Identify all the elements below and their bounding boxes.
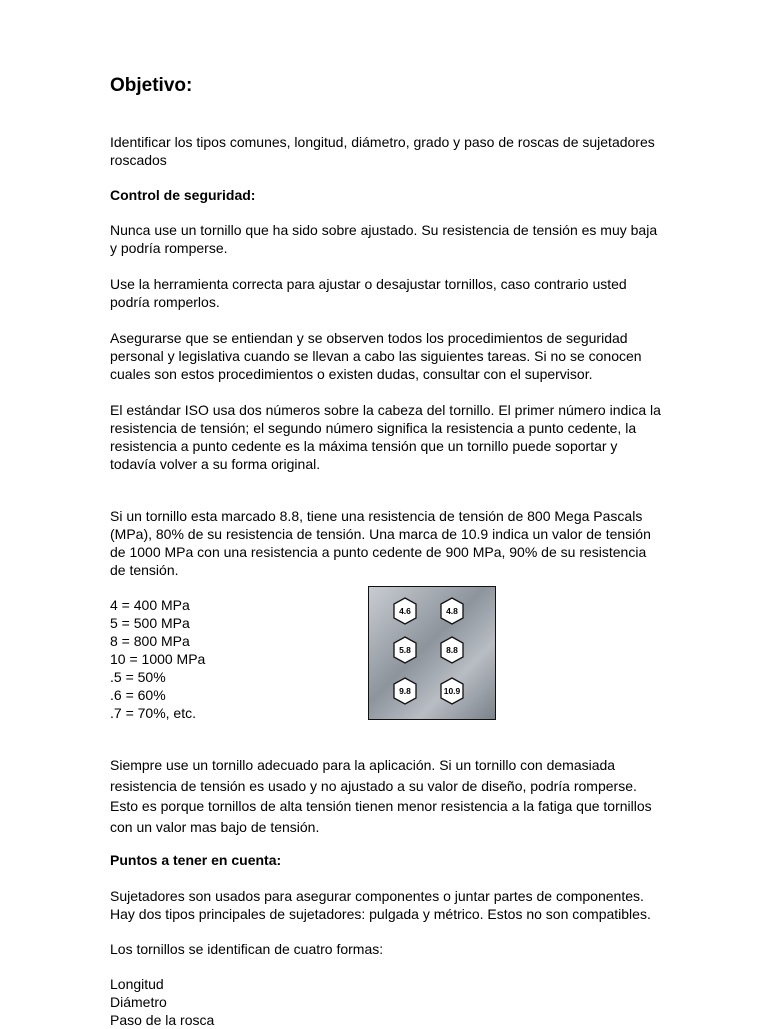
text-line: podría romperlos. [110, 294, 220, 310]
bolt-head-icon [441, 637, 463, 663]
grade-item: 8 = 800 MPa [110, 633, 190, 649]
paragraph-4 [110, 401, 661, 473]
bolt-head-icon [394, 637, 416, 663]
text-line: resistencia de tensión; el segundo número significa la resistencia a punto cedente, la [110, 420, 637, 436]
paragraph-8: Los tornillos se identifican de cuatro formas: [110, 941, 384, 957]
text-line: resistencia a punto cedente es la máxima tensión que un tornillo puede soportar y [110, 438, 618, 454]
text-line: de 1000 MPa con una resistencia a punto cedente de 900 MPa, 90% de su resistencia [110, 544, 647, 560]
text-line: Siempre use un tornillo adecuado para la aplicación. Si un tornillo con demasiada [110, 757, 616, 773]
grade-item: 5 = 500 MPa [110, 615, 190, 631]
grade-item: .6 = 60% [110, 687, 166, 703]
grade-list [110, 596, 205, 722]
text-line: cuales son estos procedimientos o existen dudas, consultar con el supervisor. [110, 366, 593, 382]
bolt-mark-label: 10.9 [443, 686, 461, 696]
list-item: Diámetro [110, 994, 167, 1010]
text-line: con un valor mas bajo de tensión. [110, 818, 320, 835]
paragraph-5 [110, 507, 651, 579]
bolt-head-icon [394, 598, 416, 624]
list-item: Paso de la rosca [110, 1012, 215, 1028]
text-line: Si un tornillo esta marcado 8.8, tiene una resistencia de tensión de 800 Mega Pascals [110, 508, 643, 524]
text-line: Asegurarse que se entiendan y se observen todos los procedimientos de seguridad [110, 330, 628, 346]
text-line: Esto es porque tornillos de alta tensión tienen menor resistencia a la fatiga que tornillos [110, 798, 652, 814]
bolt-mark-label: 9.8 [399, 686, 411, 696]
points-heading: Puntos a tener en cuenta: [110, 852, 282, 868]
paragraph-1 [110, 221, 657, 257]
text-line: (MPa), 80% de su resistencia de tensión. Una marca de 10.9 indica un valor de tensión [110, 526, 651, 542]
text-line: Sujetadores son usados para asegurar componentes o juntar partes de componentes. [110, 888, 644, 904]
paragraph-7 [110, 887, 651, 923]
text-line: todavía volver a su forma original. [110, 456, 321, 472]
paragraph-3 [110, 329, 642, 383]
text-line: Identificar los tipos comunes, longitud, diámetro, grado y paso de roscas de sujetadores [110, 134, 655, 150]
grade-item: 10 = 1000 MPa [110, 651, 206, 667]
bolt-heads-figure [369, 587, 494, 718]
text-line: personal y legislativa cuando se llevan a cabo las siguientes tareas. Si no se conocen [110, 348, 642, 364]
page-title: Objetivo: [110, 75, 193, 96]
text-line: El estándar ISO usa dos números sobre la cabeza del tornillo. El primer número indica la [110, 402, 661, 418]
text-line: y podría romperse. [110, 240, 228, 256]
text-line: roscados [110, 152, 167, 168]
bolt-head-icon [441, 598, 463, 624]
grade-item: 4 = 400 MPa [110, 597, 190, 613]
identification-list [110, 975, 214, 1029]
bolt-mark-label: 4.8 [446, 606, 458, 616]
objective-paragraph [110, 133, 655, 169]
text-line: Use la herramienta correcta para ajustar o desajustar tornillos, caso contrario usted [110, 276, 627, 292]
bolt-grade-image [368, 586, 496, 720]
bolt-head-icon [441, 678, 463, 704]
list-item: Longitud [110, 976, 164, 992]
text-line: Nunca use un tornillo que ha sido sobre ajustado. Su resistencia de tensión es muy baja [110, 222, 658, 238]
grade-item: .5 = 50% [110, 669, 166, 685]
grade-item: .7 = 70%, etc. [110, 705, 196, 721]
safety-heading: Control de seguridad: [110, 187, 256, 203]
text-line: resistencia de tensión es usado y no ajustado a su valor de diseño, podría romperse. [110, 777, 637, 794]
text-line: de tensión. [110, 562, 179, 578]
bolt-mark-label: 5.8 [399, 645, 411, 655]
bolt-mark-label: 4.6 [399, 606, 411, 616]
text-line: Hay dos tipos principales de sujetadores: pulgada y métrico. Estos no son compatibles. [110, 906, 651, 922]
paragraph-2 [110, 275, 627, 311]
paragraph-6 [110, 755, 652, 837]
bolt-mark-label: 8.8 [446, 645, 458, 655]
bolt-head-icon [394, 678, 416, 704]
